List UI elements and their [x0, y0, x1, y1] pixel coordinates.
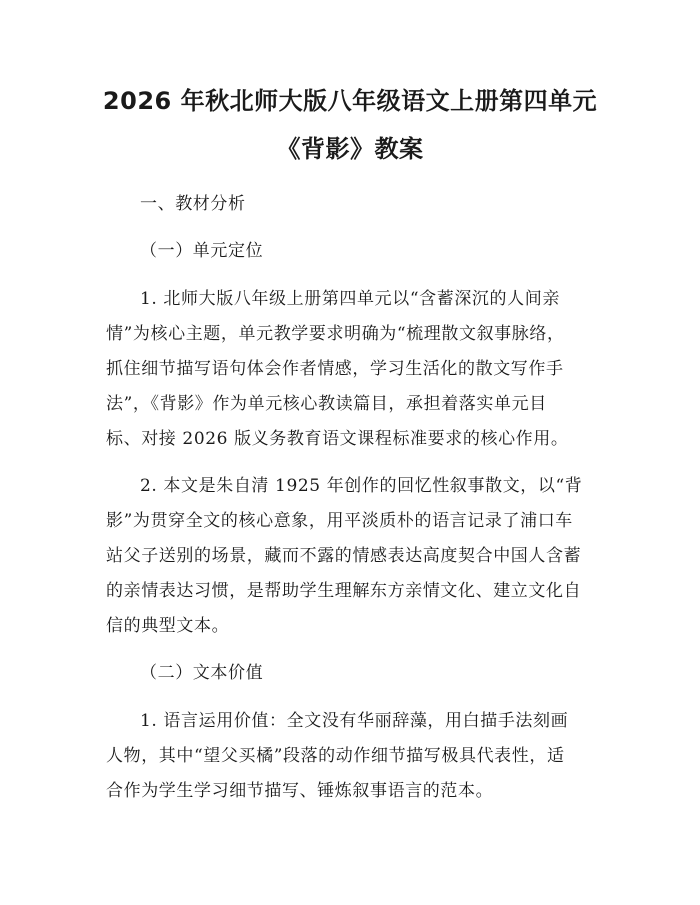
paragraph-2-line-5: 信的典型文本。: [106, 616, 230, 636]
paragraph-2-line-3: 站父子送别的场景，藏而不露的情感表达高度契合中国人含蓄: [106, 546, 582, 566]
paragraph-1-line-2: 情”为核心主题，单元教学要求明确为“梳理散文叙事脉络，: [106, 324, 565, 344]
paragraph-3-line-1: 1. 语言运用价值：全文没有华丽辞藻，用白描手法刻画: [140, 711, 569, 731]
section-heading-textbook-analysis: 一、教材分析: [140, 194, 246, 214]
paragraph-3-line-2: 人物，其中“望父买橘”段落的动作细节描写极具代表性，适: [106, 746, 565, 766]
paragraph-1-line-3: 抓住细节描写语句体会作者情感，学习生活化的散文写作手: [106, 359, 564, 379]
paragraph-2-line-4: 的亲情表达习惯，是帮助学生理解东方亲情文化、建立文化自: [106, 581, 582, 601]
document-title-line-2: 《背影》教案: [276, 135, 424, 163]
paragraph-2-line-1: 2. 本文是朱自清 1925 年创作的回忆性叙事散文，以“背: [140, 476, 583, 496]
paragraph-2-line-2: 影”为贯穿全文的核心意象，用平淡质朴的语言记录了浦口车: [106, 511, 573, 531]
paragraph-1-line-1: 1. 北师大版八年级上册第四单元以“含蓄深沉的人间亲: [140, 289, 560, 309]
document-title-line-1: 2026 年秋北师大版八年级语文上册第四单元: [102, 87, 598, 115]
subsection-heading-text-value: （二）文本价值: [140, 663, 264, 683]
subsection-heading-unit-position: （一）单元定位: [140, 241, 264, 261]
paragraph-1-line-5: 标、对接 2026 版义务教育语文课程标准要求的核心作用。: [106, 429, 569, 449]
paragraph-3-line-3: 合作为学生学习细节描写、锤炼叙事语言的范本。: [106, 781, 494, 801]
paragraph-1-line-4: 法”，《背影》作为单元核心教读篇目，承担着落实单元目: [106, 394, 547, 414]
